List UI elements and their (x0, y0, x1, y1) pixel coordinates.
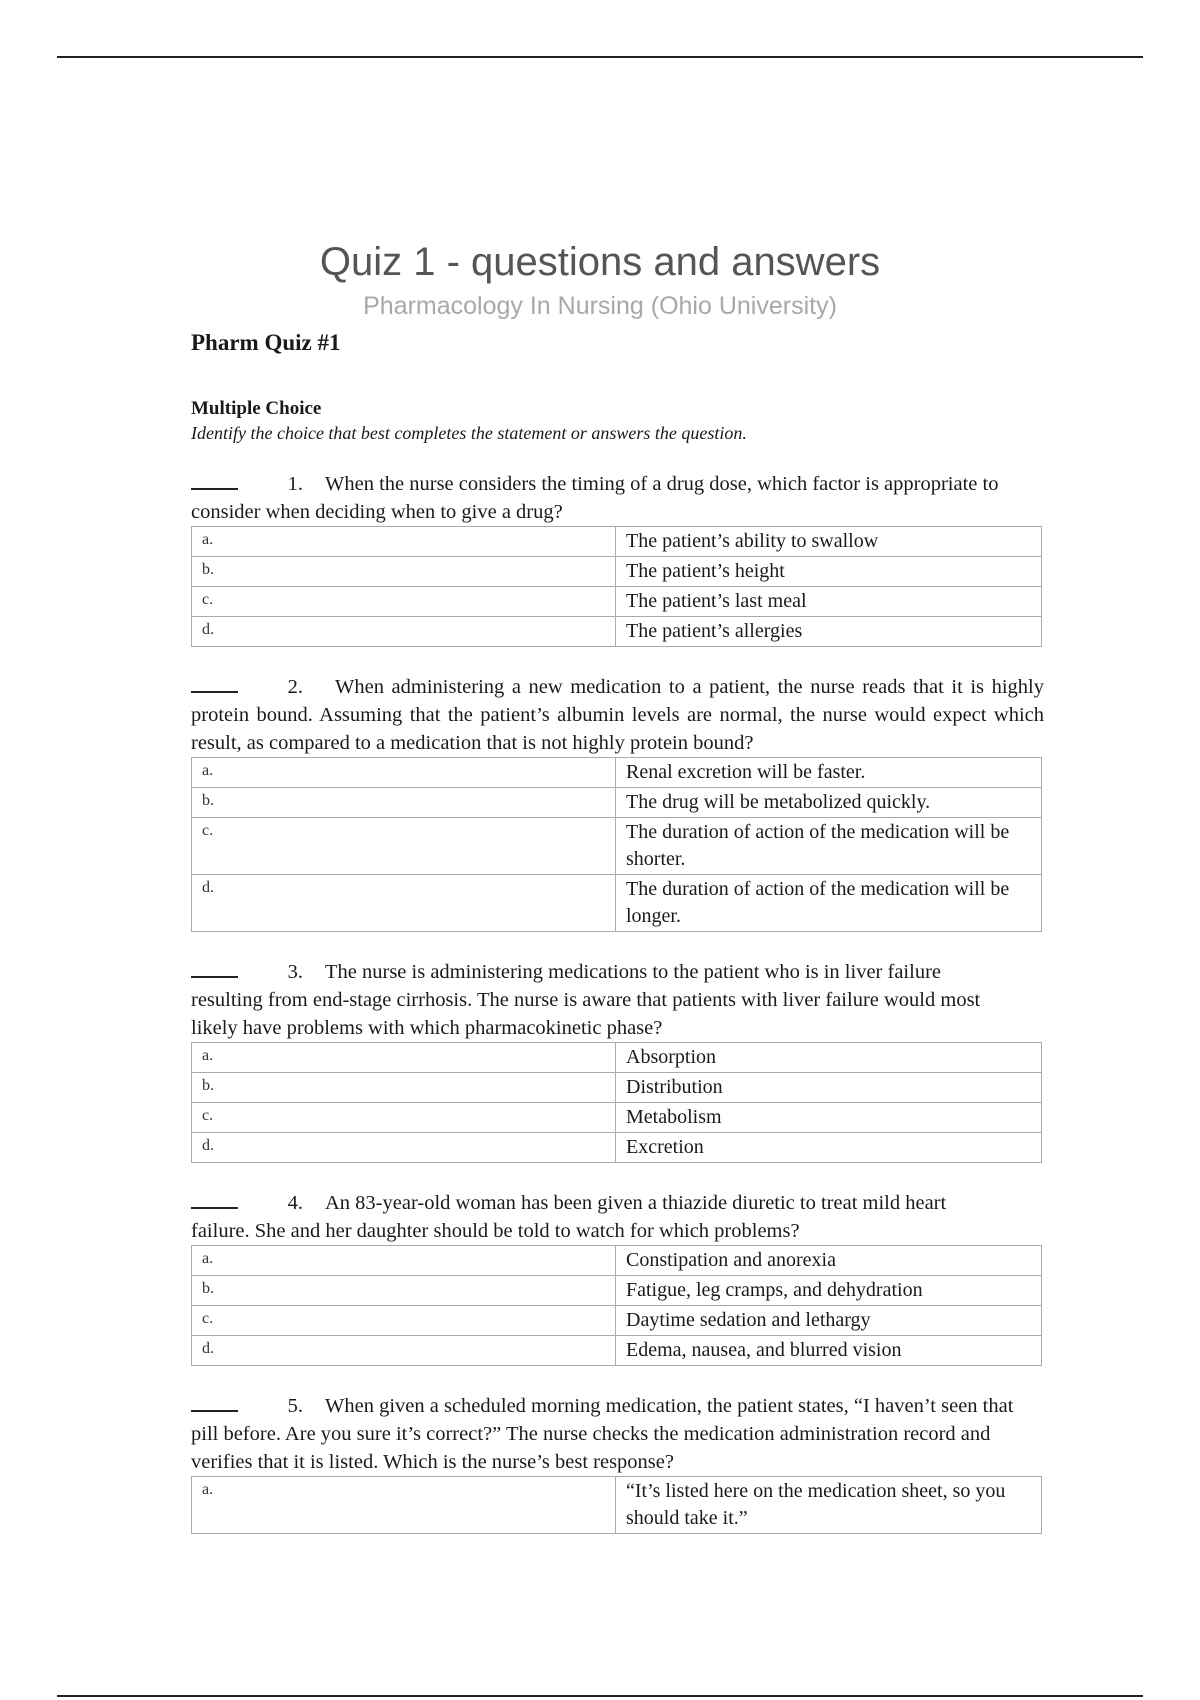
choice-text: Daytime sedation and lethargy (616, 1306, 1042, 1336)
choice-row[interactable] (192, 1133, 1042, 1163)
question-1 (191, 470, 1044, 647)
choice-row[interactable] (192, 1073, 1042, 1103)
choice-row[interactable] (192, 1276, 1042, 1306)
choice-letter: a. (192, 1477, 616, 1534)
choice-letter: a. (192, 527, 616, 557)
question-text: When given a scheduled morning medication, the patient states, “I haven’t seen that pill before. Are you sure it’s correct?” The nurse checks the medication administration record and verifies that it is listed. Which is the nurse’s best response? (191, 1395, 1014, 1473)
choices-table (191, 1476, 1042, 1534)
answer-blank[interactable] (191, 1189, 238, 1209)
question-number: 3. (287, 961, 303, 983)
question-number: 1. (287, 473, 303, 495)
choices-table (191, 757, 1042, 932)
question-5 (191, 1392, 1044, 1534)
choice-letter: b. (192, 1276, 616, 1306)
choice-letter: c. (192, 1103, 616, 1133)
choice-text: The patient’s last meal (616, 587, 1042, 617)
question-2 (191, 673, 1044, 932)
choices-table (191, 526, 1042, 647)
choice-row[interactable] (192, 818, 1042, 875)
section-title: Multiple Choice (191, 398, 322, 419)
choices-table (191, 1245, 1042, 1366)
answer-blank[interactable] (191, 1392, 238, 1412)
question-4 (191, 1189, 1044, 1366)
choice-row[interactable] (192, 875, 1042, 932)
choice-letter: a. (192, 758, 616, 788)
choice-row[interactable] (192, 527, 1042, 557)
choice-letter: c. (192, 818, 616, 875)
choice-text: Renal excretion will be faster. (616, 758, 1042, 788)
choice-row[interactable] (192, 1103, 1042, 1133)
question-number: 5. (287, 1395, 303, 1417)
choice-row[interactable] (192, 1336, 1042, 1366)
question-3 (191, 958, 1044, 1163)
top-rule (57, 56, 1143, 58)
choice-text: Metabolism (616, 1103, 1042, 1133)
answer-blank[interactable] (191, 958, 238, 978)
question-number: 4. (287, 1192, 303, 1214)
choice-letter: d. (192, 1133, 616, 1163)
choice-letter: d. (192, 875, 616, 932)
choice-letter: b. (192, 557, 616, 587)
choice-row[interactable] (192, 617, 1042, 647)
document-subtitle: Pharmacology In Nursing (Ohio University) (363, 292, 837, 320)
choice-letter: a. (192, 1246, 616, 1276)
question-stem (191, 1392, 1044, 1476)
question-number: 2. (287, 676, 303, 698)
question-text: An 83-year-old woman has been given a thiazide diuretic to treat mild heart failure. She and her daughter should be told to watch for which problems? (191, 1192, 947, 1242)
choice-row[interactable] (192, 1246, 1042, 1276)
choice-row[interactable] (192, 1043, 1042, 1073)
choice-text: Constipation and anorexia (616, 1246, 1042, 1276)
document-title: Quiz 1 - questions and answers (319, 240, 881, 284)
choice-text: The drug will be metabolized quickly. (616, 788, 1042, 818)
choice-text: Absorption (616, 1043, 1042, 1073)
choice-text: Excretion (616, 1133, 1042, 1163)
question-text: When administering a new medication to a patient, the nurse reads that it is highly protein bound. Assuming that the patient’s albumin levels are normal, the nurse would expect which result, as compared to a medication that is not highly protein bound? (191, 676, 1044, 754)
choice-row[interactable] (192, 557, 1042, 587)
choice-row[interactable] (192, 587, 1042, 617)
choice-text: The duration of action of the medication will be longer. (616, 875, 1042, 932)
choice-text: The patient’s allergies (616, 617, 1042, 647)
choice-letter: b. (192, 788, 616, 818)
choice-letter: b. (192, 1073, 616, 1103)
choice-letter: d. (192, 1336, 616, 1366)
question-stem (191, 1189, 1044, 1245)
answer-blank[interactable] (191, 673, 238, 693)
choice-text: Distribution (616, 1073, 1042, 1103)
choice-letter: c. (192, 587, 616, 617)
choice-text: “It’s listed here on the medication sheet, so you should take it.” (616, 1477, 1042, 1534)
choice-text: The patient’s height (616, 557, 1042, 587)
choice-text: The patient’s ability to swallow (616, 527, 1042, 557)
choice-text: Fatigue, leg cramps, and dehydration (616, 1276, 1042, 1306)
choice-letter: d. (192, 617, 616, 647)
question-text: The nurse is administering medications to the patient who is in liver failure resulting from end-stage cirrhosis. The nurse is aware that patients with liver failure would most likely have problems with which pharmacokinetic phase? (191, 961, 981, 1039)
choice-row[interactable] (192, 1477, 1042, 1534)
quiz-content (191, 330, 1044, 1534)
choice-letter: c. (192, 1306, 616, 1336)
choice-row[interactable] (192, 1306, 1042, 1336)
choice-letter: a. (192, 1043, 616, 1073)
question-stem (191, 470, 1044, 526)
bottom-rule (57, 1695, 1143, 1697)
quiz-title: Pharm Quiz #1 (191, 330, 341, 355)
question-stem (191, 958, 1044, 1042)
choice-text: Edema, nausea, and blurred vision (616, 1336, 1042, 1366)
choice-row[interactable] (192, 788, 1042, 818)
choices-table (191, 1042, 1042, 1163)
answer-blank[interactable] (191, 470, 238, 490)
question-text: When the nurse considers the timing of a drug dose, which factor is appropriate to consider when deciding when to give a drug? (191, 473, 999, 523)
section-instructions: Identify the choice that best completes the statement or answers the question. (191, 423, 747, 443)
question-stem (191, 673, 1044, 757)
choice-text: The duration of action of the medication will be shorter. (616, 818, 1042, 875)
choice-row[interactable] (192, 758, 1042, 788)
